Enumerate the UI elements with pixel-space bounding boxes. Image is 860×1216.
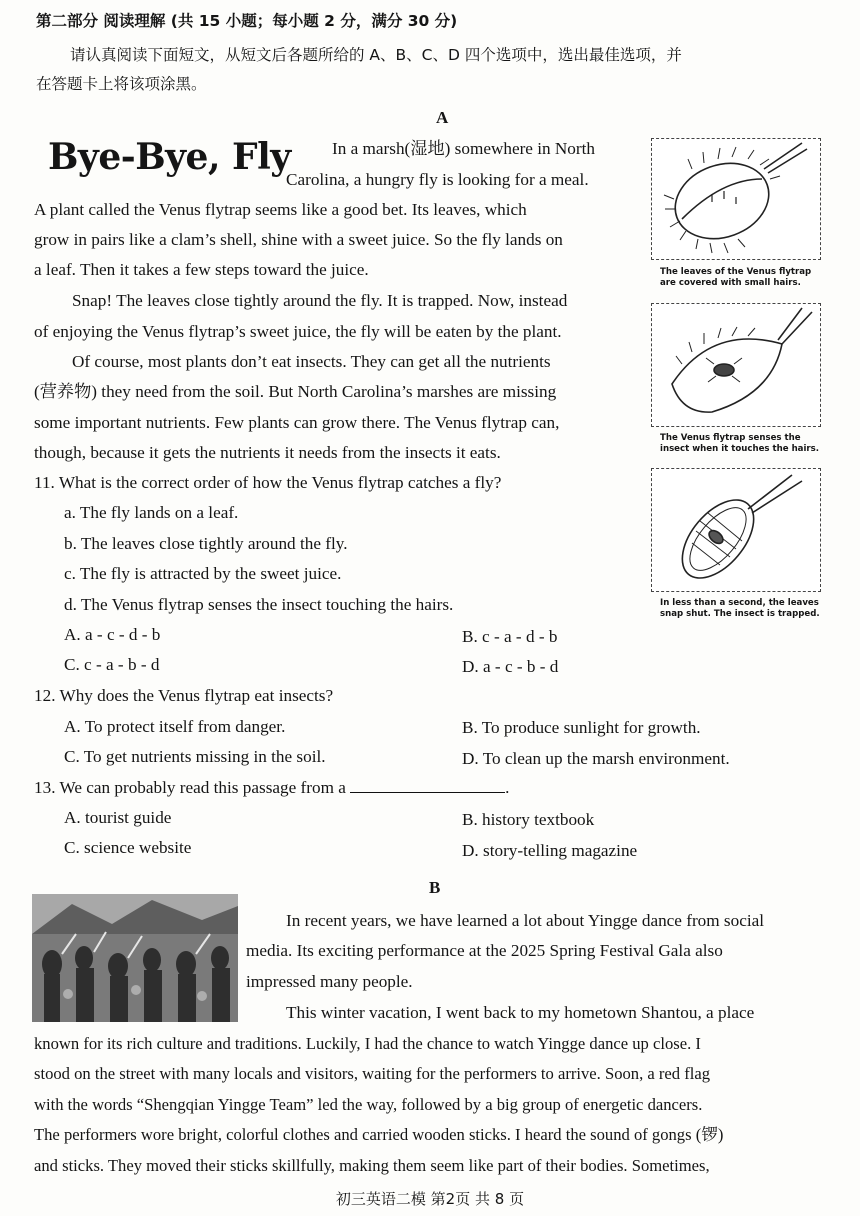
q11-step: c. The fly is attracted by the sweet juice. [64,564,342,583]
passage-a-line: In a marsh(湿地) somewhere in North [332,139,595,158]
passage-a-line: though, because it gets the nutrients it needs from the insects it eats. [34,443,501,462]
figure-caption-line: insect when it touches the hairs. [660,444,820,454]
figure-3-caption [660,598,820,620]
instruction-line-1: 请认真阅读下面短文，从短文后各题所给的 A、B、C、D 四个选项中，选出最佳选项，并 [70,46,682,64]
passage-a-line: Snap! The leaves close tightly around the fly. It is trapped. Now, instead [72,291,568,310]
figure-caption-line: are covered with small hairs. [660,278,801,288]
q13-option-b[interactable]: B. history textbook [462,810,595,829]
passage-b-line: In recent years, we have learned a lot about Yingge dance from social [286,911,765,930]
question-12-stem: 12. Why does the Venus flytrap eat insects? [34,686,334,705]
q12-option-d[interactable]: D. To clean up the marsh environment. [462,749,730,768]
passage-b-line: known for its rich culture and traditions. Luckily, I had the chance to watch Yingge dance up close. I [34,1034,701,1053]
question-11-stem: 11. What is the correct order of how the Venus flytrap catches a fly? [34,473,502,492]
passage-b-line: and sticks. They moved their sticks skillfully, making them seem like part of their bodies. Sometimes, [34,1156,710,1175]
question-13-stem [34,777,509,799]
q11-step: b. The leaves close tightly around the fly. [64,534,348,553]
q12-option-c[interactable]: C. To get nutrients missing in the soil. [64,747,326,766]
flytrap-closed-leaves-illustration [652,469,820,591]
q13-option-d[interactable]: D. story-telling magazine [462,841,638,860]
question-13-stem-end: . [505,778,510,797]
passage-b-label: B [429,878,441,897]
passage-a-line: a leaf. Then it takes a few steps toward the juice. [34,260,369,279]
passage-a-line: A plant called the Venus flytrap seems like a good bet. Its leaves, which [34,200,527,219]
flytrap-figure-1 [651,138,821,260]
passage-a-line: grow in pairs like a clam’s shell, shine with a sweet juice. So the fly lands on [34,230,563,249]
passage-b-line: media. Its exciting performance at the 2025 Spring Festival Gala also [246,941,723,960]
q11-option-b[interactable]: B. c - a - d - b [462,627,558,646]
passage-b-line: This winter vacation, I went back to my hometown Shantou, a place [286,1003,755,1022]
yingge-dance-photo [32,894,238,1022]
passage-b-line: stood on the street with many locals and visitors, waiting for the performers to arrive. Soon, a red flag [34,1064,711,1083]
figure-1-caption [660,267,820,289]
page-footer: 初三英语二模 第2页 共 8 页 [335,1190,525,1208]
passage-a-title: Bye-Bye, Fly [48,136,291,178]
figure-caption-line: The leaves of the Venus flytrap [660,267,812,277]
q11-step: a. The fly lands on a leaf. [64,503,239,522]
figure-caption-line: In less than a second, the leaves [660,598,819,608]
q12-option-b[interactable]: B. To produce sunlight for growth. [462,718,701,737]
instruction-line-2: 在答题卡上将该项涂黑。 [36,75,207,93]
section-title: 第二部分 阅读理解 (共 15 小题；每小题 2 分，满分 30 分) [36,12,458,30]
figure-caption-line: The Venus flytrap senses the [660,433,801,443]
figure-caption-line: snap shut. The insect is trapped. [660,609,820,619]
passage-a-line: (营养物) they need from the soil. But North Carolina’s marshes are missing [34,382,557,401]
q12-option-a[interactable]: A. To protect itself from danger. [64,717,286,736]
passage-a-line: of enjoying the Venus flytrap’s sweet juice, the fly will be eaten by the plant. [34,322,562,341]
flytrap-sensing-insect-illustration [652,304,820,426]
answer-blank [350,778,505,793]
q11-option-a[interactable]: A. a - c - d - b [64,625,161,644]
passage-b-line: The performers wore bright, colorful clothes and carried wooden sticks. I heard the sound of gongs (锣) [34,1125,724,1144]
q13-option-a[interactable]: A. tourist guide [64,808,172,827]
figure-2-caption [660,433,820,455]
q11-option-d[interactable]: D. a - c - b - d [462,657,559,676]
q11-option-c[interactable]: C. c - a - b - d [64,655,160,674]
passage-a-line: some important nutrients. Few plants can grow there. The Venus flytrap can, [34,413,560,432]
question-13-stem-text: 13. We can probably read this passage from a [34,778,346,797]
q13-option-c[interactable]: C. science website [64,838,192,857]
flytrap-open-leaves-illustration [652,139,820,259]
flytrap-figure-3 [651,468,821,592]
flytrap-figure-2 [651,303,821,427]
passage-a-line: Of course, most plants don’t eat insects. They can get all the nutrients [72,352,551,371]
passage-b-line: impressed many people. [246,972,413,991]
q11-step: d. The Venus flytrap senses the insect touching the hairs. [64,595,454,614]
passage-a-label: A [436,108,449,127]
passage-b-line: with the words “Shengqian Yingge Team” led the way, followed by a big group of energetic dancers. [34,1095,703,1114]
passage-a-line: Carolina, a hungry fly is looking for a meal. [286,170,589,189]
street-crowd-photo-illustration [32,894,238,1022]
